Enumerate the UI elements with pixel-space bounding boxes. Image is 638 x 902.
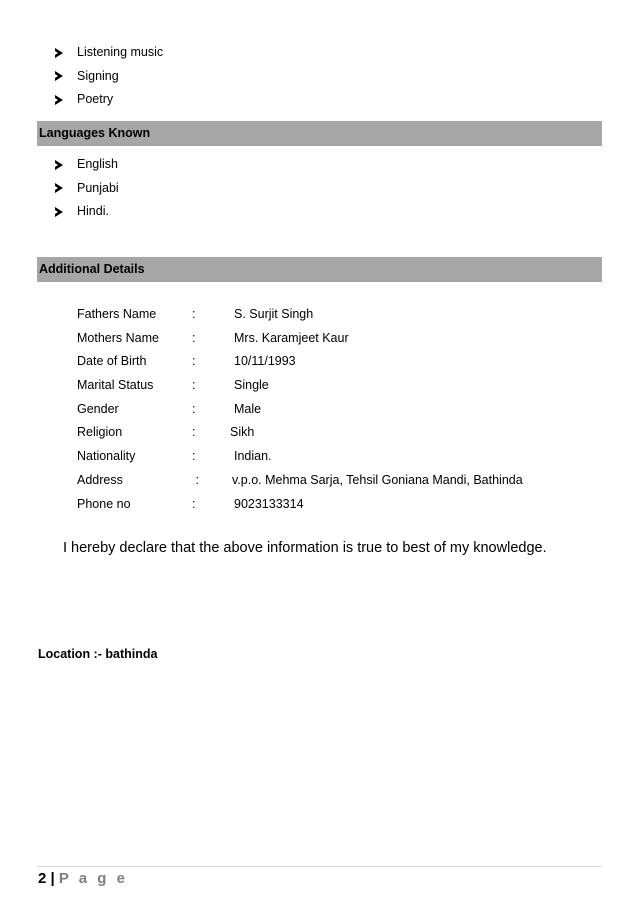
detail-colon: : bbox=[192, 472, 199, 487]
list-item bbox=[55, 177, 119, 201]
detail-row-gender bbox=[77, 398, 523, 422]
detail-row-address bbox=[77, 469, 523, 493]
detail-value: Male bbox=[234, 401, 262, 416]
hobby-label: Poetry bbox=[77, 92, 114, 106]
arrow-bullet-icon bbox=[55, 207, 63, 217]
detail-row-mothers-name bbox=[77, 327, 523, 351]
detail-colon: : bbox=[192, 307, 196, 321]
page-word: P a g e bbox=[58, 870, 128, 887]
detail-label: Date of Birth bbox=[77, 354, 147, 369]
detail-label: Nationality bbox=[77, 449, 136, 464]
detail-row-date-of-birth bbox=[77, 350, 523, 374]
detail-colon: : bbox=[192, 401, 196, 416]
detail-value: Single bbox=[234, 378, 269, 393]
detail-label: Marital Status bbox=[77, 378, 154, 393]
detail-value: Indian. bbox=[234, 449, 272, 464]
detail-label: Gender bbox=[77, 401, 119, 416]
languages-section-heading: Languages Known bbox=[37, 121, 602, 146]
detail-label: Religion bbox=[77, 425, 123, 440]
additional-details-heading: Additional Details bbox=[37, 257, 602, 282]
detail-colon: : bbox=[192, 425, 196, 440]
detail-row-religion bbox=[77, 421, 523, 445]
arrow-bullet-icon bbox=[55, 48, 63, 58]
list-item bbox=[55, 153, 119, 177]
detail-colon: : bbox=[192, 330, 196, 345]
language-label: English bbox=[77, 157, 118, 171]
detail-colon: : bbox=[192, 449, 196, 464]
list-item bbox=[55, 200, 119, 224]
footer-divider bbox=[37, 866, 602, 867]
detail-row-phone bbox=[77, 493, 523, 517]
declaration-text: I hereby declare that the above information is true to best of my knowledge. bbox=[63, 540, 547, 556]
detail-colon: : bbox=[192, 354, 196, 369]
detail-colon: : bbox=[192, 496, 196, 511]
page-number: 2 | bbox=[38, 870, 55, 887]
detail-value: 9023133314 bbox=[234, 496, 304, 511]
list-item bbox=[55, 88, 163, 112]
location-text: Location :- bathinda bbox=[38, 647, 158, 661]
hobby-label: Listening music bbox=[77, 45, 164, 59]
detail-label: Fathers Name bbox=[77, 307, 157, 321]
arrow-bullet-icon bbox=[55, 160, 63, 170]
detail-label: Address bbox=[77, 472, 123, 487]
hobby-label: Signing bbox=[77, 68, 119, 83]
detail-value: Mrs. Karamjeet Kaur bbox=[234, 330, 349, 345]
hobbies-list bbox=[55, 41, 163, 112]
list-item bbox=[55, 41, 163, 65]
detail-row-nationality bbox=[77, 445, 523, 469]
detail-value: v.p.o. Mehma Sarja, Tehsil Goniana Mandi, Bathinda bbox=[232, 472, 523, 487]
languages-list bbox=[55, 153, 119, 224]
arrow-bullet-icon bbox=[55, 71, 63, 81]
detail-row-fathers-name bbox=[77, 303, 523, 327]
detail-row-marital-status bbox=[77, 374, 523, 398]
language-label: Punjabi bbox=[77, 180, 119, 195]
arrow-bullet-icon bbox=[55, 183, 63, 193]
detail-colon: : bbox=[192, 378, 196, 393]
details-table bbox=[77, 303, 523, 516]
page-footer bbox=[38, 870, 128, 887]
detail-value: 10/11/1993 bbox=[234, 354, 296, 369]
detail-value: S. Surjit Singh bbox=[234, 307, 314, 321]
arrow-bullet-icon bbox=[55, 95, 63, 105]
detail-label: Mothers Name bbox=[77, 330, 159, 345]
detail-label: Phone no bbox=[77, 496, 131, 511]
list-item bbox=[55, 65, 163, 89]
detail-value: Sikh bbox=[230, 425, 255, 440]
language-label: Hindi. bbox=[77, 204, 109, 218]
